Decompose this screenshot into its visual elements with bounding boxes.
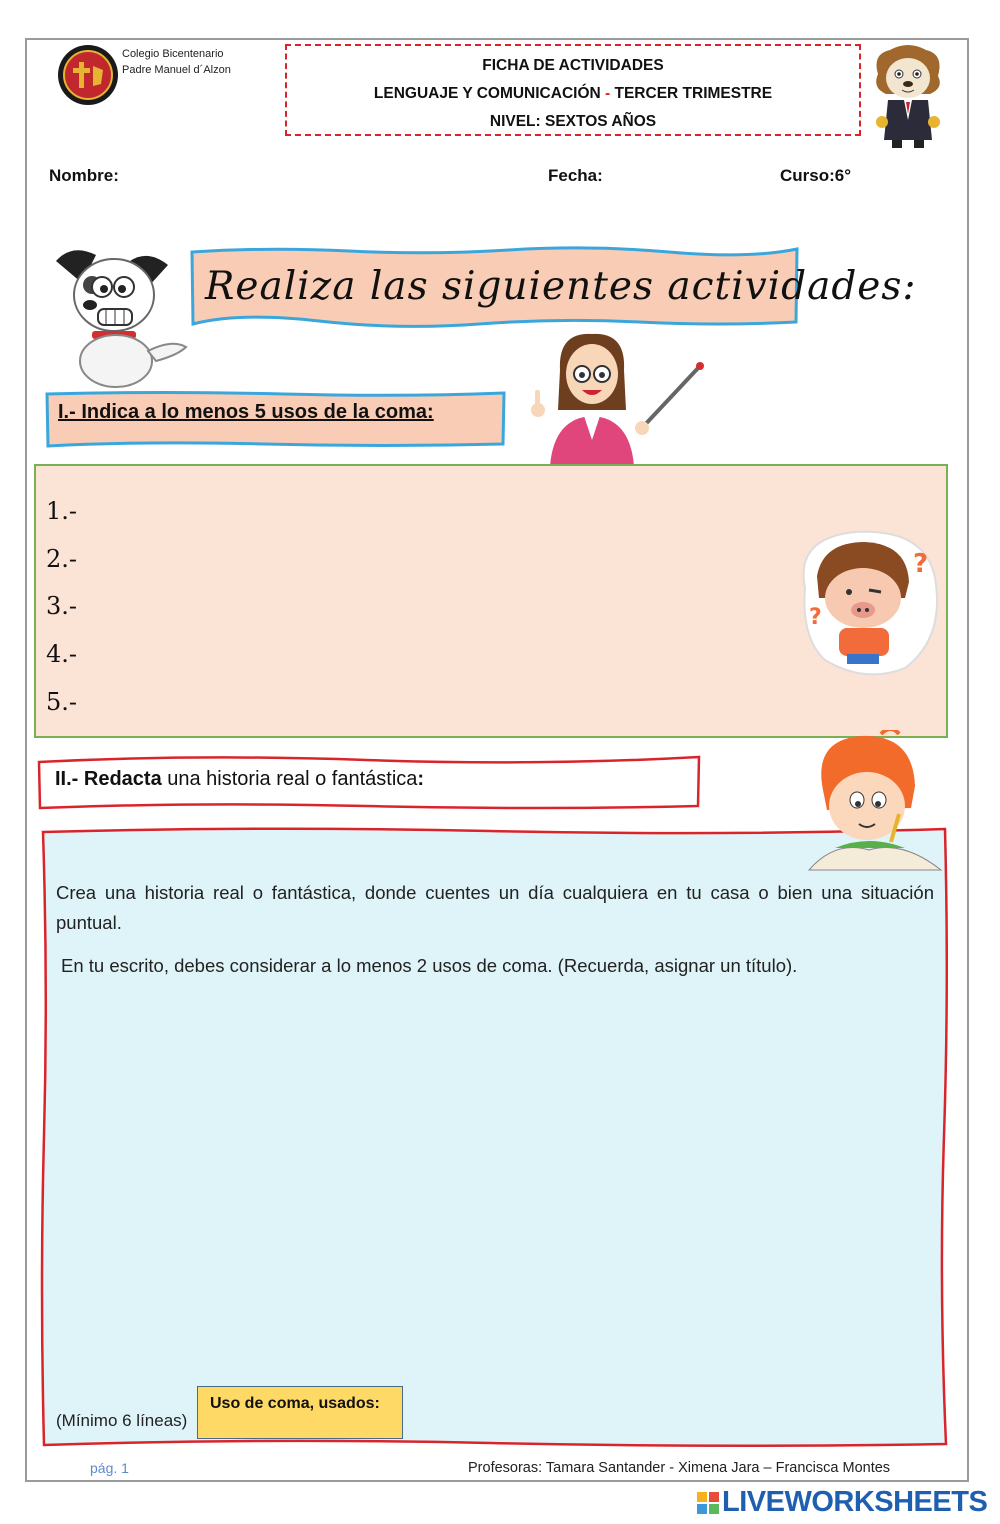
curso-label: Curso:6°: [780, 166, 852, 185]
boy-reading-image: [795, 730, 945, 880]
school-name: [122, 46, 231, 78]
page-number: pág. 1: [90, 1460, 129, 1476]
answer-line-3: 3.-: [46, 592, 78, 620]
thinking-pig-image: [795, 528, 945, 680]
answer-line-5: 5.-: [46, 688, 78, 716]
comma-uses-count-label: Uso de coma, usados:: [210, 1395, 380, 1412]
nombre-label: Nombre:: [49, 166, 119, 185]
activities-title: Realiza las siguientes actividades:: [205, 264, 917, 309]
comma-uses-count-box[interactable]: [197, 1386, 403, 1439]
header-subject: [287, 80, 859, 108]
svg-text:?: ?: [809, 605, 822, 630]
school-logo: [57, 44, 119, 106]
section2-heading-rest: una historia real o fantástica: [161, 768, 418, 790]
comma-instructions: En tu escrito, debes considerar a lo menos 2 usos de coma. (Recuerda, asignar un título).: [61, 955, 798, 976]
section2-heading-colon: :: [417, 768, 425, 790]
fecha-label: Fecha:: [548, 166, 603, 185]
header-separator: -: [605, 85, 611, 102]
section2-heading: [55, 768, 424, 791]
lion-mascot-image: [868, 44, 948, 152]
minimum-lines-note: (Mínimo 6 líneas): [56, 1411, 188, 1430]
header-box: [285, 44, 861, 136]
answer-line-4: 4.-: [46, 640, 78, 668]
section1-heading: I.- Indica a lo menos 5 usos de la coma:: [58, 401, 434, 423]
header-subject-name: LENGUAJE Y COMUNICACIÓN: [373, 85, 601, 102]
teachers-credit: Profesoras: Tamara Santander - Ximena Jara – Francisca Montes: [468, 1460, 891, 1476]
svg-text:?: ?: [913, 549, 929, 579]
teacher-cartoon-image: [530, 330, 710, 466]
liveworksheets-watermark: LIVEWORKSHEETS: [722, 1486, 988, 1518]
answer-line-1: 1.-: [46, 497, 78, 525]
dog-cartoon-image: [52, 243, 192, 388]
header-term: TERCER TRIMESTRE: [614, 85, 773, 102]
liveworksheets-logo-icon: [697, 1488, 721, 1520]
story-instructions: Crea una historia real o fantástica, donde cuentes un día cualquiera en tu casa o bien una situación puntual.: [56, 882, 934, 933]
school-name-line2: Padre Manuel d´Alzon: [122, 64, 231, 76]
header-title: FICHA DE ACTIVIDADES: [482, 57, 664, 74]
section2-heading-bold: II.- Redacta: [55, 768, 162, 790]
header-level: NIVEL: SEXTOS AÑOS: [489, 113, 657, 130]
answer-line-2: 2.-: [46, 545, 78, 573]
school-name-line1: Colegio Bicentenario: [122, 48, 224, 60]
